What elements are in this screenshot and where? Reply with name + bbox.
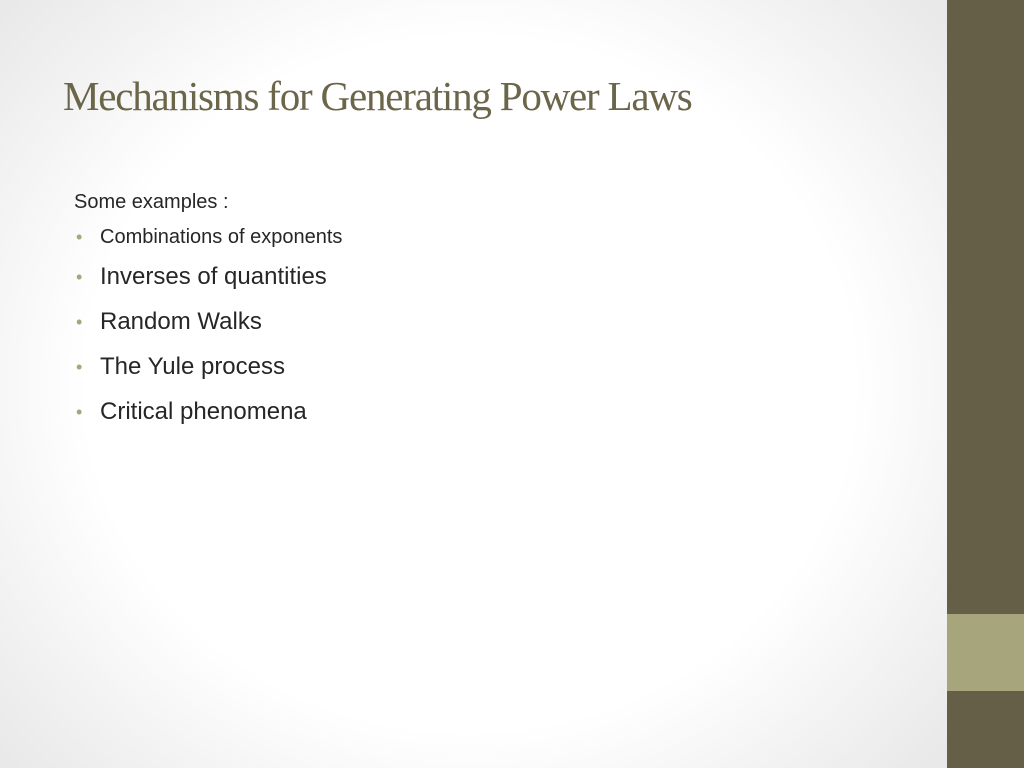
decorative-accent-block	[947, 614, 1024, 691]
slide-body	[74, 186, 342, 439]
bullet-icon: •	[76, 312, 83, 332]
list-item	[74, 221, 342, 253]
bullet-text: Random Walks	[100, 308, 262, 335]
bullet-icon: •	[76, 357, 83, 377]
list-item	[74, 349, 342, 385]
list-item	[74, 259, 342, 295]
intro-text: Some examples :	[74, 191, 229, 213]
bullet-text: Inverses of quantities	[100, 263, 327, 290]
decorative-side-bar	[947, 0, 1024, 768]
bullet-text: The Yule process	[100, 353, 286, 380]
bullet-text: Combinations of exponents	[100, 226, 343, 248]
list-item	[74, 304, 342, 340]
bullet-icon: •	[76, 267, 83, 287]
slide-title: Mechanisms for Generating Power Laws	[63, 73, 692, 119]
bullet-list	[74, 221, 342, 430]
bullet-icon: •	[76, 227, 83, 247]
list-item	[74, 394, 342, 430]
bullet-icon: •	[76, 402, 83, 422]
bullet-text: Critical phenomena	[100, 398, 307, 425]
